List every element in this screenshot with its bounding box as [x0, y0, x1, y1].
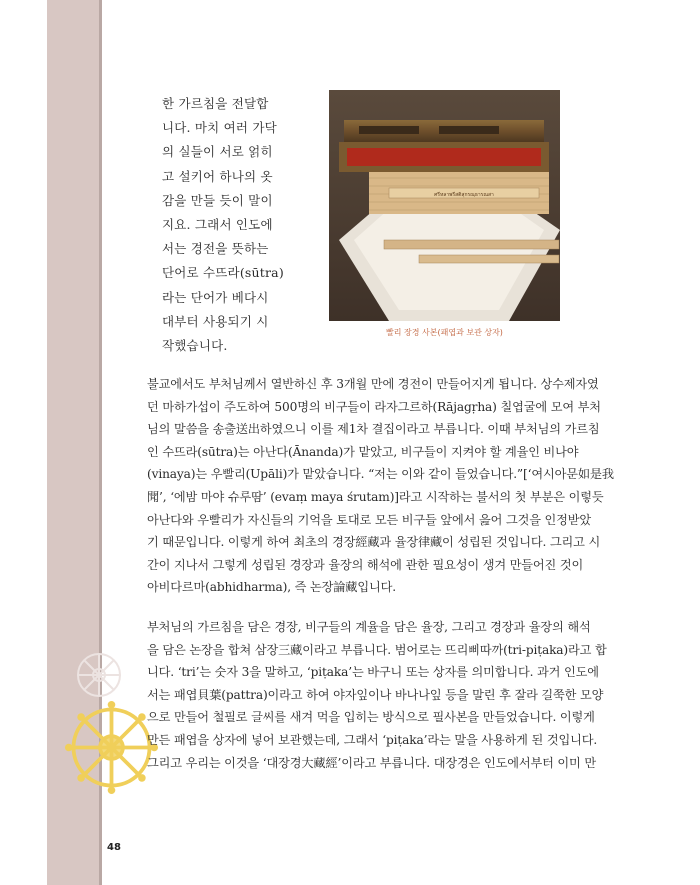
- side-line: 서는 경전을 뜻하는: [162, 241, 269, 257]
- text-line: 그리고 우리는 이것을 ‘대장경大藏經’이라고 부릅니다. 대장경은 인도에서부터 이미 만: [147, 755, 597, 770]
- text-line: 부처님의 가르침을 담은 경장, 비구들의 계율을 담은 율장, 그리고 경장과 율장의 해석: [147, 619, 591, 634]
- text-line: 만든 패엽을 상자에 넣어 보관했는데, 그래서 ‘piṭaka’라는 말을 사용하게 된 것입니다.: [147, 732, 598, 747]
- side-column-text: [162, 92, 302, 358]
- side-line: 한 가르침을 전달합: [162, 96, 269, 111]
- paragraph-1: [147, 373, 657, 599]
- body-text: [147, 373, 657, 774]
- text-line: 아비다르마(abhidharma), 즉 논장論藏입니다.: [147, 580, 396, 595]
- manuscript-box-image: [329, 90, 560, 321]
- dharma-wheel-small-icon: [74, 650, 124, 700]
- text-line: 간이 지나서 그렇게 성립된 경장과 율장의 해석에 관한 필요성이 생겨 만들어진 것이: [147, 557, 584, 572]
- side-line: 지요. 그래서 인도에: [162, 217, 273, 233]
- text-line: 을 담은 논장을 합쳐 삼장三藏이라고 부릅니다. 범어로는 뜨리삐따까(tri-piṭaka)라고 합: [147, 642, 607, 657]
- side-line: 의 실들이 서로 얽히: [162, 144, 273, 160]
- dharma-wheel-gold-icon: [64, 700, 159, 795]
- text-line: 기 때문입니다. 이렇게 하여 최초의 경장經藏과 율장律藏이 성립된 것입니다. 그리고 시: [147, 535, 601, 550]
- text-line: 불교에서도 부처님께서 열반하신 후 3개월 만에 경전이 만들어지게 됩니다. 상수제자였: [147, 377, 599, 391]
- text-line: 님의 말씀을 송출送出하였으니 이를 제1차 결집이라고 부릅니다. 이때 부처님의 가르침: [147, 422, 600, 437]
- side-line: 대부터 사용되기 시: [162, 313, 269, 329]
- text-line: 니다. ‘tri’는 숫자 3을 말하고, ‘piṭaka’는 바구니 또는 상자를 의미합니다. 과거 인도에: [147, 665, 599, 680]
- text-line: 인 수뜨라(sūtra)는 아난다(Ānanda)가 맡았고, 비구들이 지켜야 할 계율인 비나야: [147, 444, 579, 459]
- text-line: 서는 패엽貝葉(pattra)이라고 하여 야자잎이나 바나나잎 등을 말린 후 잘라 길쭉한 모양: [147, 687, 604, 702]
- side-line: 작했습니다.: [162, 338, 228, 354]
- text-line: 던 마하가섭이 주도하여 500명의 비구들이 라자그르하(Rājagṛha) 칠엽굴에 모여 부처: [147, 399, 601, 414]
- text-line: 아난다와 우빨리가 자신들의 기억을 토대로 모든 비구들 앞에서 읊어 그것을 인정받았: [147, 512, 592, 527]
- text-line: 으로 만들어 철필로 글씨를 새겨 먹을 입히는 방식으로 필사본을 만들었습니다. 이렇게: [147, 710, 595, 725]
- page-number: 48: [107, 842, 121, 853]
- side-line: 고 설키어 하나의 옷: [162, 168, 273, 184]
- side-line: 단어로 수뜨라(sūtra): [162, 265, 284, 281]
- leaf-inscription: ศรีหลาพรีสติสุกรณฺธารณสา: [434, 192, 494, 198]
- text-line: 聞’, ‘에밤 마야 슈루땀’ (evaṃ maya śrutam)]라고 시작하는 불서의 첫 부분은 이렇듯: [147, 489, 604, 504]
- paragraph-2: [147, 616, 657, 774]
- text-line: (vinaya)는 우빨리(Upāli)가 맡았습니다. “저는 이와 같이 들었습니다.”[‘여시아문如是我: [147, 467, 614, 482]
- side-line: 감을 만들 듯이 말이: [162, 192, 273, 208]
- palm-leaf-manuscript-photo: [329, 90, 560, 321]
- side-line: 라는 단어가 베다시: [162, 289, 269, 305]
- photo-caption: 빨리 장경 사본(패엽과 보관 상자): [386, 328, 503, 337]
- side-line: 니다. 마치 여러 가닥: [162, 120, 277, 136]
